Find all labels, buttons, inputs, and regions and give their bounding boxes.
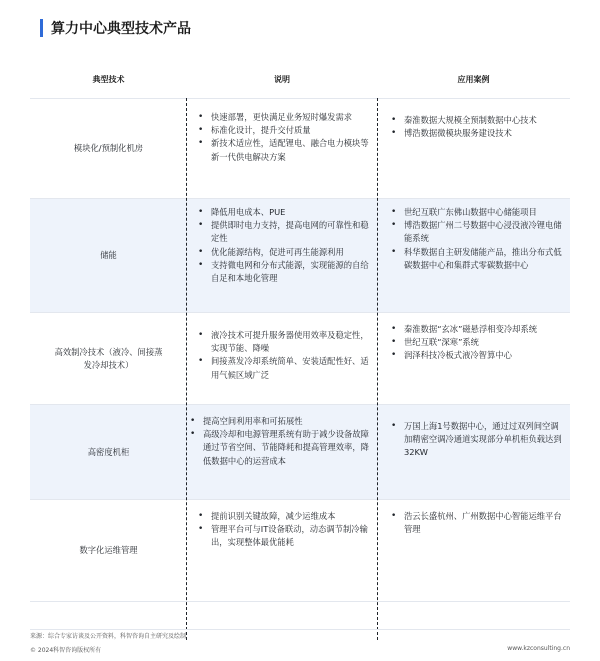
title-accent-bar [40, 19, 43, 37]
column-divider [377, 98, 378, 640]
header-desc: 说明 [274, 75, 290, 84]
tech-name: 储能 [100, 250, 117, 260]
column-divider [186, 98, 187, 640]
tech-name: 高效制冷技术（液冷、间接蒸发冷却技术） [54, 346, 163, 370]
case-list [388, 99, 563, 140]
case-item: • 润泽科技冷板式液冷智算中心 [388, 349, 563, 362]
case-item: • 世纪互联广东佛山数据中心储能项目 [388, 206, 563, 219]
desc-list [187, 405, 377, 468]
header-tech: 典型技术 [92, 75, 125, 84]
case-item: • 博浩数据广州二号数据中心浸没液冷锂电储能系统 [388, 219, 563, 245]
tech-name: 高密度机柜 [87, 446, 130, 457]
page-title: 算力中心典型技术产品 [51, 21, 191, 37]
table-row [30, 499, 570, 602]
desc-list [195, 199, 373, 285]
case-item: • 秦淮数据“玄冰”磁悬浮相变冷却系统 [388, 323, 563, 336]
desc-item: • 提前识别关键故障，减少运维成本 [195, 510, 373, 523]
desc-item: • 快速部署，更快满足业务短时爆发需求 [195, 111, 373, 124]
case-list [388, 500, 563, 536]
desc-list [195, 313, 373, 382]
case-item: • 世纪互联“深寒”系统 [388, 336, 563, 349]
case-item: • 万国上海1号数据中心，通过过双列间空调加精密空调冷通道实现部分单机柜负载达到32KW [388, 420, 563, 460]
table-header [30, 62, 570, 98]
copyright: © 2024科智咨询版权所有 [30, 647, 102, 654]
desc-item: • 液冷技术可提升服务器使用效率及稳定性，实现节能、降噪 [195, 329, 373, 355]
table-row [30, 404, 570, 499]
desc-item: • 新技术适应性，适配锂电、融合电力模块等新一代供电解决方案 [195, 137, 373, 163]
desc-item: • 提高空间利用率和可拓展性 [187, 415, 377, 428]
desc-item: • 优化能源结构，促进可再生能源利用 [195, 246, 373, 259]
case-list [388, 199, 563, 272]
footer-divider [30, 629, 570, 630]
case-item: • 科华数据自主研发储能产品，推出分布式低碳数据中心和集群式零碳数据中心 [388, 246, 563, 272]
desc-item: • 间接蒸发冷却系统简单、安装适配性好、适用气候区域广泛 [195, 355, 373, 381]
tech-name: 模块化/预制化机房 [73, 143, 144, 153]
desc-item: • 提供即时电力支持，提高电网的可靠性和稳定性 [195, 219, 373, 245]
desc-list [195, 99, 373, 164]
desc-item: • 支持微电网和分布式能源，实现能源的自给自足和本地化管理 [195, 259, 373, 285]
desc-list [195, 500, 373, 550]
desc-item: • 降低用电成本、PUE [195, 206, 373, 219]
case-item: • 浩云长盛杭州、广州数据中心智能运维平台管理 [388, 510, 563, 536]
case-item: • 博浩数据微模块服务建设技术 [388, 127, 563, 140]
website-link[interactable]: www.kzconsulting.cn [507, 645, 570, 652]
tech-name: 数字化运维管理 [79, 545, 138, 555]
case-item: • 秦淮数据大规模全预制数据中心技术 [388, 114, 563, 127]
desc-item: • 标准化设计，提升交付质量 [195, 124, 373, 137]
case-list [388, 313, 563, 363]
source-note: 来源：综合专家访谈及公开资料，科智咨询自主研究及绘制 [30, 633, 187, 640]
case-list [388, 405, 563, 460]
table-row [30, 198, 570, 312]
table-row [30, 98, 570, 198]
tech-table [30, 62, 570, 602]
header-case: 应用案例 [457, 75, 490, 84]
desc-item: • 管理平台可与IT设备联动，动态调节制冷输出，实现整体最优能耗 [195, 523, 373, 549]
table-row [30, 312, 570, 404]
desc-item: • 高级冷却和电源管理系统有助于减少设备故障通过节省空间、节能降耗和提高管理效率，降低数据中心的运营成本 [187, 428, 377, 468]
page-title-block [40, 18, 191, 38]
